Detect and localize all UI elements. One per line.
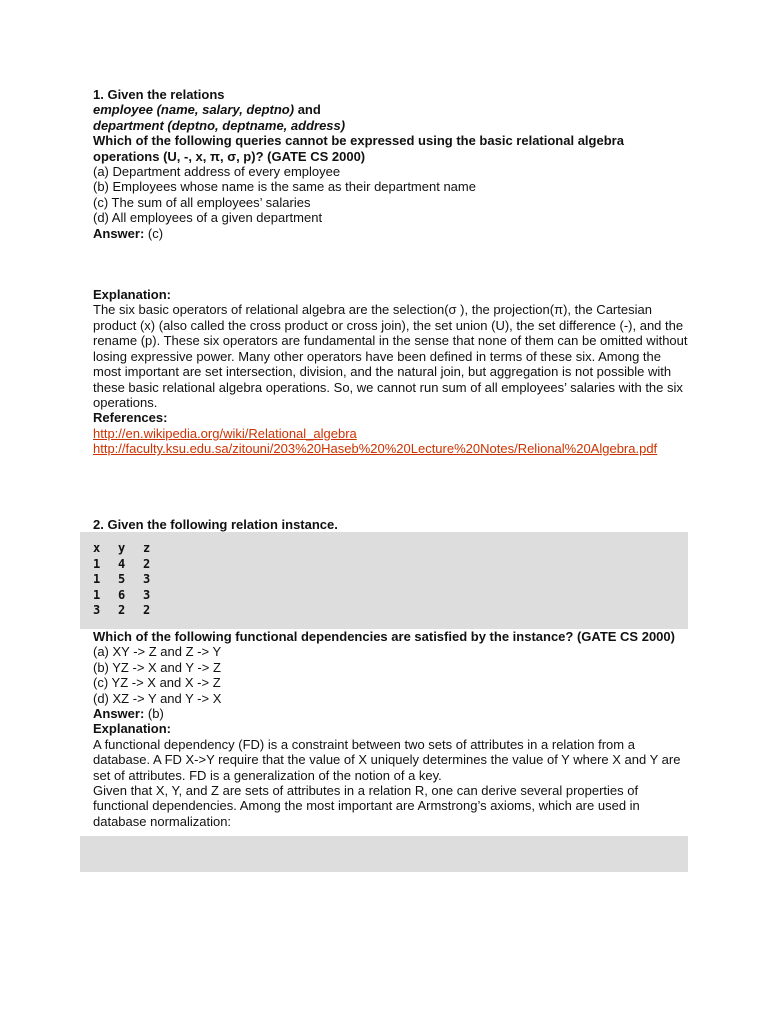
table-header-z: z	[143, 540, 151, 555]
table-header-x: x	[93, 540, 101, 555]
q2-option-b: (b) YZ -> X and Y -> Z	[93, 659, 221, 675]
q1-explanation-label: Explanation:	[93, 287, 172, 303]
table-header-y: y	[118, 540, 126, 555]
table-row	[93, 588, 168, 604]
q1-answer-label: Answer:	[93, 225, 145, 241]
table-cell: 1	[93, 556, 101, 571]
table-cell: 2	[143, 556, 151, 571]
q2-title: 2. Given the following relation instance.	[93, 516, 338, 532]
q2-explanation-p2: Given that X, Y, and Z are sets of attributes in a relation R, one can derive several properties of functional dependencies. Among the most important are Armstrong’s axioms, which are used in database normalization:	[93, 782, 640, 829]
q1-option-d: (d) All employees of a given department	[93, 210, 323, 226]
q2-option-a: (a) XY -> Z and Z -> Y	[93, 644, 222, 660]
table-cell: 3	[143, 587, 151, 602]
q1-option-b: (b) Employees whose name is the same as their department name	[93, 179, 476, 195]
relation-instance-block	[80, 532, 688, 629]
q1-answer	[93, 226, 688, 241]
reference-link-ksu[interactable]: http://faculty.ksu.edu.sa/zitouni/203%20Haseb%20%20Lecture%20Notes/Relional%20Algebra.pdf	[93, 441, 658, 457]
q1-rel1: employee (name, salary, deptno)	[93, 102, 295, 118]
q2-answer-value: (b)	[144, 705, 164, 721]
q1-option-a: (a) Department address of every employee	[93, 164, 341, 180]
table-cell: 2	[118, 603, 126, 618]
q2-answer	[93, 706, 688, 721]
q1-option-c: (c) The sum of all employees’ salaries	[93, 194, 311, 210]
q1-relation-employee	[93, 102, 688, 117]
q1-question: Which of the following queries cannot be expressed using the basic relational algebra operations (U, -, x, π, σ, p)? (GATE CS 2000)	[93, 133, 624, 164]
q2-option-c: (c) YZ -> X and X -> Z	[93, 675, 221, 691]
table-cell: 5	[118, 572, 126, 587]
document-page	[93, 87, 688, 872]
reference-link-wikipedia[interactable]: http://en.wikipedia.org/wiki/Relational_algebra	[93, 425, 357, 441]
table-cell: 3	[93, 603, 101, 618]
q1-answer-value: (c)	[144, 225, 164, 241]
table-row	[93, 572, 168, 588]
q1-explanation: The six basic operators of relational algebra are the selection(σ ), the projection(π), the Cartesian product (x) (also called the cross product or cross join), the set union (U), the set difference (-), and the rename (p). These six operators are fundamental in the sense that none of them can be omitted without losing expressive power. Many other operators have been defined in terms of these six. Among the most important are set intersection, division, and the natural join, but aggregation is not possible with these basic relational algebra operations. So, we cannot run sum of all employees’ salaries with the six operations.	[93, 302, 688, 410]
table-cell: 3	[143, 572, 151, 587]
table-cell: 4	[118, 556, 126, 571]
table-row	[93, 557, 168, 573]
q1-references-label: References:	[93, 410, 168, 426]
relation-instance-table	[93, 541, 168, 619]
q2-option-d: (d) XZ -> Y and Y -> X	[93, 690, 222, 706]
q2-explanation-p1: A functional dependency (FD) is a constraint between two sets of attributes in a relation from a database. A FD X->Y require that the value of X uniquely determines the value of Y where X and Y are set of attributes. FD is a generalization of the notion of a key.	[93, 736, 681, 783]
table-cell: 6	[118, 587, 126, 602]
q2-question: Which of the following functional dependencies are satisfied by the instance? (GATE CS 2000)	[93, 628, 675, 644]
table-cell: 2	[143, 603, 151, 618]
q2-answer-label: Answer:	[93, 705, 145, 721]
table-cell: 1	[93, 587, 101, 602]
q2-explanation-label: Explanation:	[93, 721, 172, 737]
axioms-code-block	[80, 836, 688, 872]
table-header-row	[93, 541, 168, 557]
q1-title: 1. Given the relations	[93, 87, 225, 102]
q1-relation-department: department (deptno, deptname, address)	[93, 117, 346, 133]
table-cell: 1	[93, 572, 101, 587]
q1-rel1-and: and	[294, 102, 321, 118]
table-row	[93, 603, 168, 619]
